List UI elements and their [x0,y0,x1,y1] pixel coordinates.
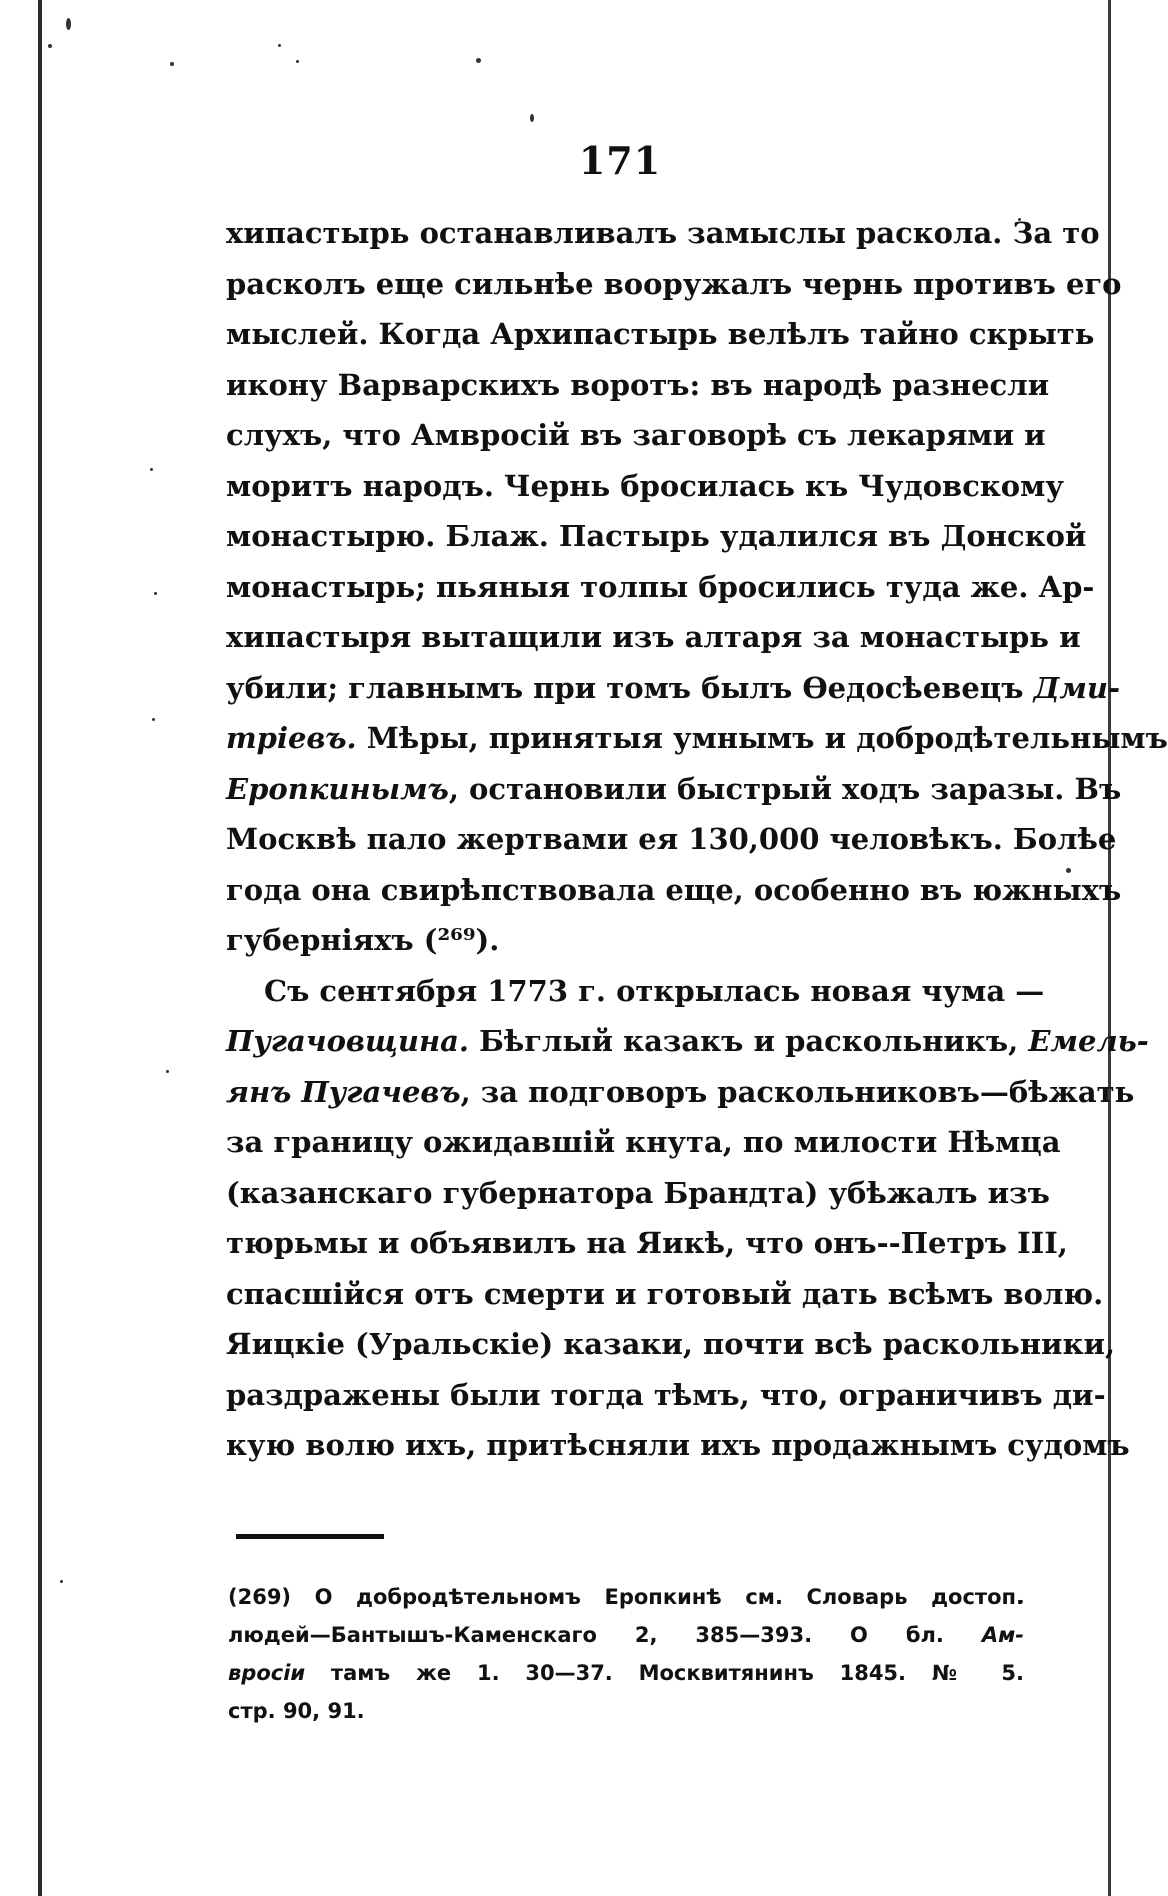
text-line [226,1218,1068,1269]
scan-speck [476,58,481,63]
scan-speck [152,718,155,721]
text-line [226,461,1064,512]
text-line [226,612,1081,663]
text-line [226,663,1121,714]
text-run: Москвѣ пало жертвами ея 130,000 человѣкъ. Болѣе [226,822,1117,856]
scan-speck [66,18,71,30]
text-line [226,309,1095,360]
text-run: убили; главнымъ при томъ былъ Ѳедосѣевецъ [226,670,1034,705]
text-run: года она свирѣпствовала еще, особенно въ южныхъ [226,872,1122,907]
scan-speck [154,592,157,595]
text-line [226,1420,1130,1471]
footnotes [228,1578,1024,1730]
page-left-edge [38,0,42,1896]
text-line [226,764,1122,815]
italic-text: Дми- [1033,670,1121,705]
text-line [226,865,1122,916]
text-line [226,915,1022,966]
scan-speck [48,44,52,48]
text-run: Съ сентября 1773 г. открылась новая чума — [264,973,1045,1008]
text-run: слухъ, что Амвросій въ заговорѣ съ лекарями и [226,418,1046,452]
text-line [226,208,1100,259]
text-run: (269) О добродѣтельномъ Еропкинѣ см. Словарь достоп. [228,1585,1024,1609]
page-number: 171 [578,138,662,183]
text-run: моритъ народъ. Чернь бросилась къ Чудовскому [226,468,1064,503]
footnote-line [228,1578,1024,1616]
text-run: тюрьмы и объявилъ на Яикѣ, что онъ--Петръ III, [226,1226,1068,1260]
footnote-line [228,1616,1024,1654]
text-run: хипастырь останавливалъ замыслы раскола. За то [226,216,1100,250]
italic-text: тріевъ. [226,721,357,755]
scan-speck [150,468,153,471]
footnote-separator [236,1534,384,1539]
text-run: мыслей. Когда Архипастырь велѣлъ тайно скрыть [226,317,1095,351]
text-run: , остановили быстрый ходъ заразы. Въ [448,771,1122,806]
text-run: за границу ожидавшій кнута, по милости Нѣмца [226,1125,1061,1159]
scan-speck [278,44,281,47]
body-text [226,208,1168,1471]
text-run: Яицкіе (Уральскіе) казаки, почти всѣ раскольники, [226,1327,1116,1361]
italic-text: Ам- [981,1623,1024,1647]
text-line [226,713,1168,764]
scan-speck [296,60,299,63]
text-run: монастырь; пьяныя толпы бросились туда же. Ар- [226,569,1095,604]
text-run: губерніяхъ ( [226,923,438,957]
text-run: раздражены были тогда тѣмъ, что, ограничивъ ди- [226,1377,1106,1412]
text-run: людей—Бантышъ-Каменскаго 2, 385—393. О бл. [228,1623,982,1647]
italic-text: янъ Пугачевъ [226,1074,461,1109]
text-run: стр. 90, 91. [228,1699,365,1723]
text-line [226,511,1087,562]
text-line [226,1370,1106,1421]
italic-text: вросіи [228,1661,306,1685]
text-line [226,1117,1061,1168]
text-run: ²⁶⁹ [437,923,476,957]
text-run: хипастыря вытащили изъ алтаря за монастырь и [226,620,1081,654]
scan-speck [530,114,534,122]
text-run: спасшійся отъ смерти и готовый дать всѣмъ волю. [226,1276,1104,1311]
scan-speck [166,1070,169,1073]
scan-speck [170,62,174,66]
text-line [226,1319,1116,1370]
italic-text: Пугачовщина. [226,1024,469,1058]
italic-text: Еропкинымъ [226,771,449,806]
text-line [226,1168,1050,1219]
footnote-line [228,1692,1024,1730]
text-line [226,814,1117,865]
text-line [226,1067,1135,1118]
text-run: тамъ же 1. 30—37. Москвитянинъ 1845. № 5. [305,1661,1024,1685]
footnote-line [228,1654,1024,1692]
text-run: расколъ еще сильнѣе вооружалъ чернь противъ его [226,266,1122,301]
text-line [226,259,1122,310]
italic-text: Емель- [1028,1024,1149,1058]
text-run: кую волю ихъ, притѣсняли ихъ продажнымъ судомъ [226,1428,1130,1462]
text-run: икону Варварскихъ воротъ: въ народѣ разнесли [226,367,1050,402]
text-run: (казанскаго губернатора Брандта) убѣжалъ изъ [226,1175,1050,1210]
text-line [226,1016,1149,1067]
text-run: Бѣглый казакъ и раскольникъ, [468,1024,1029,1058]
scan-speck [60,1580,63,1583]
text-run: монастырю. Блаж. Пастырь удалился въ Донской [226,519,1087,553]
text-run: ). [475,923,500,957]
text-run: , за подговоръ раскольниковъ—бѣжать [460,1074,1135,1109]
text-run: Мѣры, принятыя умнымъ и добродѣтельнымъ [356,721,1168,755]
text-line [226,1269,1104,1320]
text-line [226,562,1095,613]
text-line [226,966,1045,1017]
text-line [226,410,1046,461]
text-line [226,360,1050,411]
